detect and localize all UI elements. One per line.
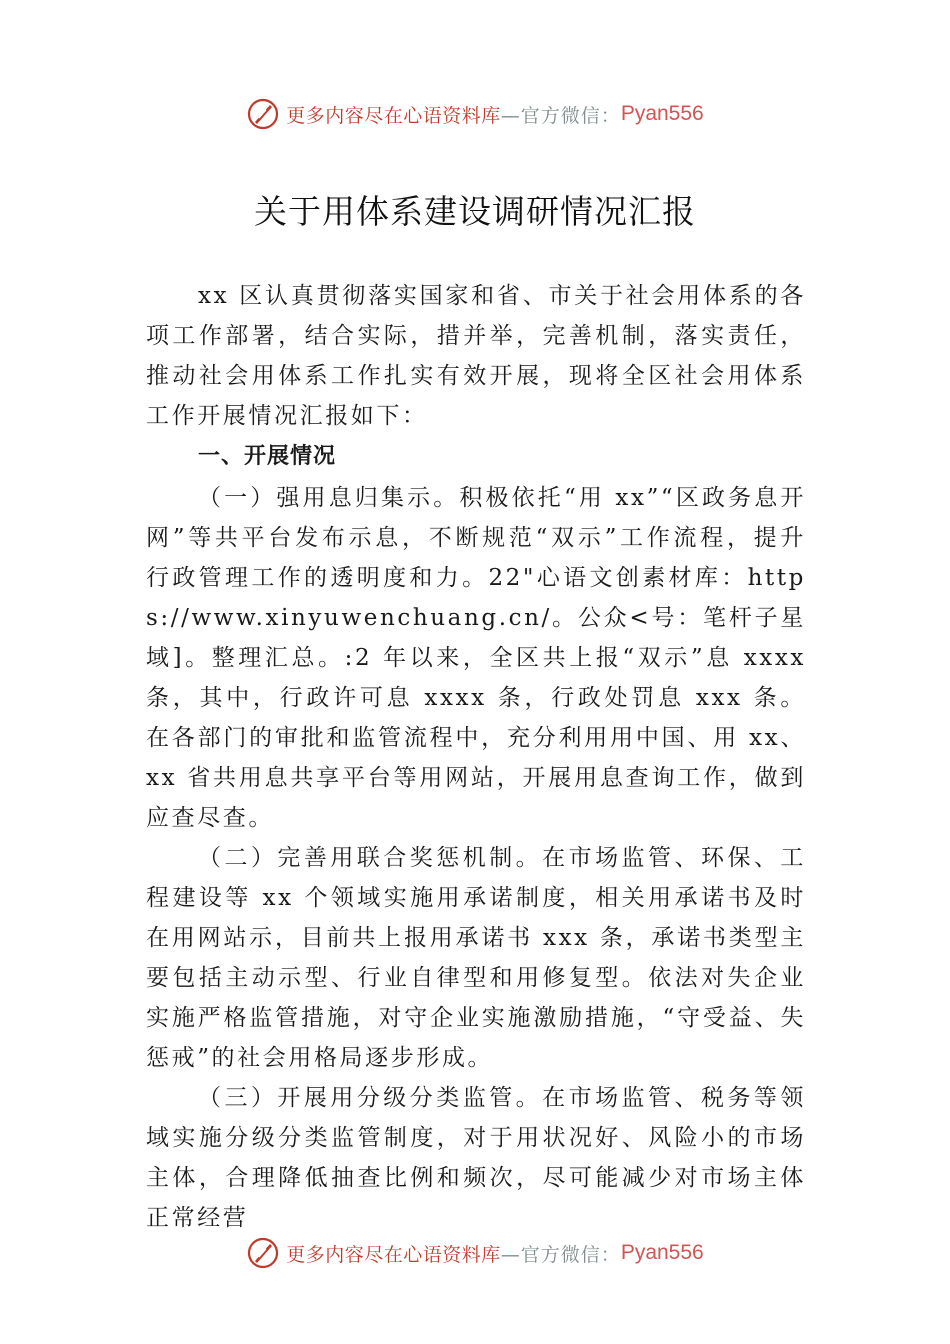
banner-wechat-label: —官方微信： [500,104,621,127]
banner-wechat-id: Pyan556 [620,1241,704,1264]
header-watermark-banner [0,94,950,134]
paragraph-1: （一）强用息归集示。积极依托“用 xx”“区政务息开网”等共平台发布示息，不断规范“双示”工作流程，提升 行政管理工作的透明度和力。22"心语文创素材库：https://www.xinyuwenchuang.cn/。公众<号：笔杆子星域]。整理汇总。:2 年以来，全区共上报“双示”息 xxxx 条，其中，行政许可息 xxxx 条，行政处罚息 xxx 条。在各部门的审批和监管流程中，充分利用用中国、用 xx、xx 省共用息共享平台等用网站，开展用息查询工作，做到应查尽查。 [146,485,806,831]
section-heading: 一、开展情况 [198,444,337,469]
feather-pen-seal-icon [246,1236,280,1270]
banner-wechat-label: —官方微信： [500,1243,621,1266]
paragraph-2: （二）完善用联合奖惩机制。在市场监管、环保、工程建设等 xx 个领域实施用承诺制度，相关用承诺书及时在用网站示，目前共上报用承诺书 xxx 条，承诺书类型主要包括主动示型、行业自律型和用修复型。依法对失企业实施严格监管措施，对守企业实施激励措施，“守受益、失惩戒”的社会用格局逐步形成。 [146,845,806,1071]
document-body [146,276,806,1238]
footer-watermark-banner [0,1233,950,1273]
intro-paragraph: xx 区认真贯彻落实国家和省、市关于社会用体系的各项工作部署，结合实际，措并举，完善机制，落实责任，推动社会用体系工作扎实有效开展，现将全区社会用体系工作开展情况汇报如下： [146,283,806,429]
banner-lead-text: 更多内容尽在心语资料库 [286,104,501,127]
paragraph-3: （三）开展用分级分类监管。在市场监管、税务等领域实施分级分类监管制度，对于用状况好、风险小的市场主体，合理降低抽查比例和频次，尽可能减少对市场主体正常经营 [146,1085,806,1231]
feather-pen-seal-icon [246,97,280,131]
banner-wechat-id: Pyan556 [620,102,704,125]
document-title: 关于用体系建设调研情况汇报 [254,192,696,231]
banner-lead-text: 更多内容尽在心语资料库 [286,1243,501,1266]
